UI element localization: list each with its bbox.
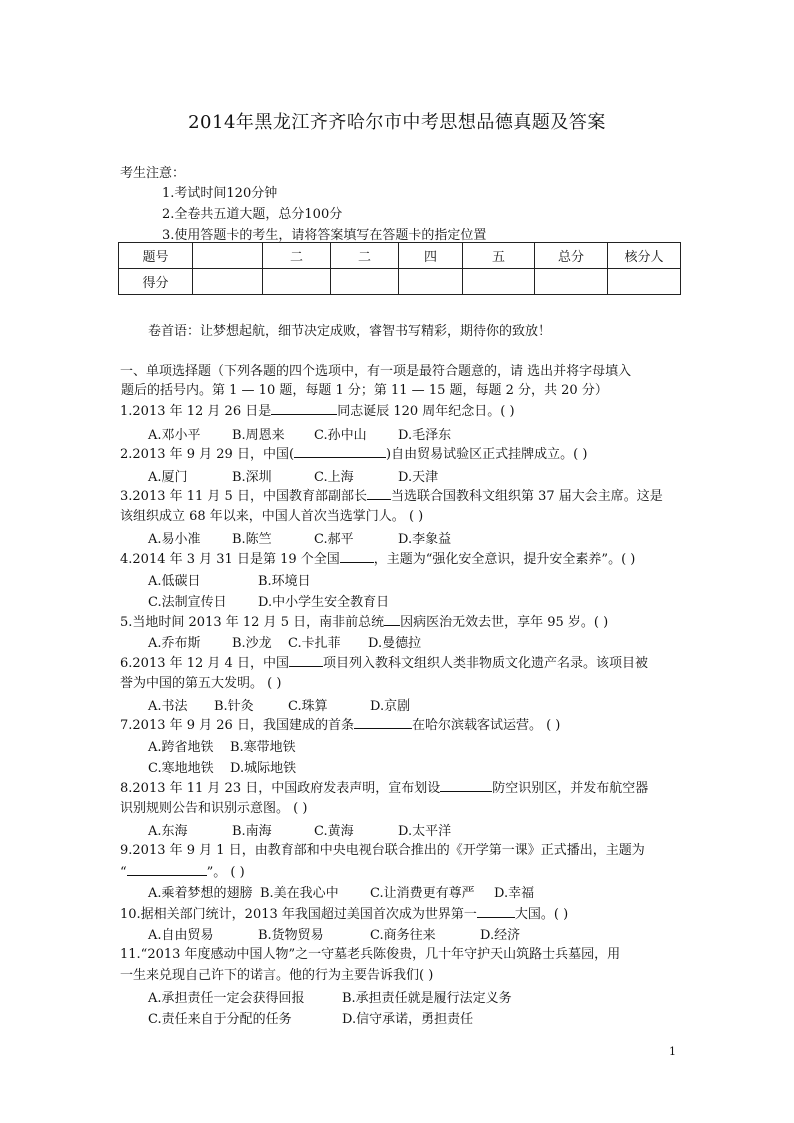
- option-d: D.信守承诺，勇担责任: [342, 1012, 474, 1027]
- question-text: 大国。( ): [514, 907, 569, 922]
- question-text: 同志诞辰 120 周年纪念日。( ): [337, 404, 515, 419]
- option-a: A.邓小平: [148, 428, 201, 443]
- option-c: C.珠算: [288, 699, 328, 714]
- answer-blank: [271, 400, 337, 415]
- question-5: [120, 611, 680, 633]
- answer-blank: [440, 777, 492, 792]
- question-text: 2.2013 年 9 月 29 日，中国(: [120, 447, 295, 462]
- option-b: B.周恩来: [232, 428, 285, 443]
- option-d: D.中小学生安全教育日: [258, 595, 390, 610]
- option-d: D.天津: [398, 470, 439, 485]
- table-cell: 二: [263, 243, 331, 269]
- question-text: 6.2013 年 12 月 4 日，中国: [120, 656, 289, 671]
- option-a: A.跨省地铁: [148, 740, 214, 755]
- question-9-line2: [120, 861, 680, 883]
- question-text: 3.2013 年 11 月 5 日，中国教育部副部长: [120, 489, 367, 504]
- option-a: A.易小准: [148, 532, 201, 547]
- question-text: 因病医治无效去世，享年 95 岁。( ): [400, 615, 609, 630]
- table-cell: 核分人: [608, 243, 681, 269]
- answer-blank: [367, 485, 391, 500]
- option-d: D.城际地铁: [230, 761, 297, 776]
- option-b: B.承担责任就是履行法定义务: [342, 991, 512, 1006]
- question-text: ”。 ( ): [206, 865, 245, 880]
- table-cell: 五: [463, 243, 535, 269]
- notice-item: 2.全卷共五道大题，总分100分: [162, 207, 343, 222]
- question-text: 项目列入教科文组织人类非物质文化遗产名录。该项目被: [322, 656, 648, 671]
- score-cell: [263, 269, 331, 295]
- answer-blank: [354, 714, 412, 729]
- option-c: C.法制宣传日: [148, 595, 227, 610]
- option-c: C.让消费更有尊严: [370, 886, 475, 901]
- score-cell: [331, 269, 399, 295]
- option-d: D.太平洋: [398, 824, 452, 839]
- question-10: [120, 903, 680, 925]
- option-c: C.上海: [314, 470, 354, 485]
- option-d: D.京剧: [370, 699, 411, 714]
- option-c: C.黄海: [314, 824, 354, 839]
- question-11-line2: 一生来兑现自己许下的诺言。他的行为主要告诉我们( ): [120, 968, 434, 983]
- question-7: [120, 714, 680, 736]
- option-d: D.幸福: [494, 886, 535, 901]
- option-d: D.李象益: [398, 532, 452, 547]
- score-cell: [463, 269, 535, 295]
- score-cell: [193, 269, 263, 295]
- question-text: )自由贸易试验区正式挂牌成立。( ): [386, 447, 588, 462]
- table-cell: [193, 243, 263, 269]
- section-heading: [120, 362, 680, 400]
- answer-blank: [384, 611, 400, 626]
- option-a: A.乘着梦想的翅膀: [148, 886, 253, 901]
- option-c: C.郝平: [314, 532, 354, 547]
- option-b: B.货物贸易: [258, 928, 324, 943]
- score-table: [118, 242, 681, 295]
- table-row: [119, 243, 681, 269]
- question-6: [120, 652, 680, 674]
- question-6-line2: 誉为中国的第五大发明。 ( ): [120, 676, 282, 691]
- option-a: A.东海: [148, 824, 188, 839]
- option-a: A.书法: [148, 699, 188, 714]
- question-text: “: [120, 865, 127, 880]
- question-text: ，主题为“强化安全意识，提升安全素养”。( ): [373, 552, 636, 567]
- option-b: B.深圳: [232, 470, 272, 485]
- option-a: A.低碳日: [148, 574, 201, 589]
- option-a: A.承担责任一定会获得回报: [148, 991, 305, 1006]
- option-d: D.毛泽东: [398, 428, 452, 443]
- option-b: B.美在我心中: [260, 886, 339, 901]
- option-c: C.责任来自于分配的任务: [148, 1012, 292, 1027]
- section-line: 一、单项选择题（下列各题的四个选项中，有一项是最符合题意的，请 选出并将字母填入: [120, 364, 632, 379]
- question-4: [120, 548, 680, 570]
- option-b: B.环境日: [258, 574, 311, 589]
- question-text: 1.2013 年 12 月 26 日是: [120, 404, 272, 419]
- option-b: B.寒带地铁: [230, 740, 296, 755]
- option-c: C.孙中山: [314, 428, 367, 443]
- question-8: [120, 777, 680, 799]
- option-b: B.沙龙: [232, 636, 272, 651]
- question-text: 当选联合国教科文组织第 37 届大会主席。这是: [390, 489, 663, 504]
- question-text: 防空识别区，并发布航空器: [492, 781, 649, 796]
- question-text: 5.当地时间 2013 年 12 月 5 日，南非前总统: [120, 615, 385, 630]
- question-3-line2: 该组织成立 68 年以来，中国人首次当选掌门人。 ( ): [120, 509, 424, 524]
- notice-item: 3.使用答题卡的考生，请将答案填写在答题卡的指定位置: [162, 228, 487, 243]
- question-1: [120, 400, 680, 422]
- option-d: D.曼德拉: [368, 636, 422, 651]
- option-b: B.南海: [232, 824, 272, 839]
- question-text: 8.2013 年 11 月 23 日，中国政府发表声明，宣布划设: [120, 781, 441, 796]
- answer-blank: [294, 443, 386, 458]
- table-cell: 题号: [119, 243, 193, 269]
- option-d: D.经济: [480, 928, 521, 943]
- page-number: 1: [669, 1045, 676, 1058]
- question-text: 7.2013 年 9 月 26 日，我国建成的首条: [120, 718, 354, 733]
- answer-blank: [477, 903, 515, 918]
- question-text: 4.2014 年 3 月 31 日是第 19 个全国: [120, 552, 340, 567]
- notice-item: 1.考试时间120分钟: [162, 186, 278, 201]
- question-8-line2: 识别规则公告和识别示意图。 ( ): [120, 801, 308, 816]
- table-row: [119, 269, 681, 295]
- exam-title: 2014年黑龙江齐齐哈尔市中考思想品德真题及答案: [188, 112, 606, 133]
- question-3: [120, 485, 680, 507]
- question-2: [120, 443, 680, 465]
- option-a: A.厦门: [148, 470, 188, 485]
- table-cell: 得分: [119, 269, 193, 295]
- option-c: C.商务往来: [370, 928, 436, 943]
- option-a: A.自由贸易: [148, 928, 214, 943]
- motto-text: 卷首语：让梦想起航，细节决定成败，睿智书写精彩，期待你的致放！: [148, 324, 552, 339]
- score-cell: [535, 269, 608, 295]
- table-cell: 二: [331, 243, 399, 269]
- score-cell: [608, 269, 681, 295]
- option-b: B.陈竺: [232, 532, 272, 547]
- answer-blank: [127, 861, 207, 876]
- table-cell: 总分: [535, 243, 608, 269]
- question-11: 11.“2013 年度感动中国人物”之一守墓老兵陈俊贵，几十年守护天山筑路士兵墓园，用: [120, 947, 621, 962]
- question-text: 10.据相关部门统计，2013 年我国超过美国首次成为世界第一: [120, 907, 477, 922]
- answer-blank: [289, 652, 323, 667]
- question-text: 在哈尔滨载客试运营。 ( ): [411, 718, 561, 733]
- option-c: C.寒地地铁: [148, 761, 214, 776]
- score-cell: [399, 269, 463, 295]
- option-b: B.针灸: [214, 699, 254, 714]
- section-line: 题后的括号内。第 1 — 10 题，每题 1 分；第 11 — 15 题，每题 2 分，共 20 分）: [121, 383, 608, 398]
- table-cell: 四: [399, 243, 463, 269]
- option-a: A.乔布斯: [148, 636, 201, 651]
- answer-blank: [340, 548, 374, 563]
- option-c: C.卡扎菲: [288, 636, 341, 651]
- question-9: 9.2013 年 9 月 1 日，由教育部和中央电视台联合推出的《开学第一课》正式播出，主题为: [120, 843, 645, 858]
- notice-heading: 考生注意：: [120, 166, 186, 181]
